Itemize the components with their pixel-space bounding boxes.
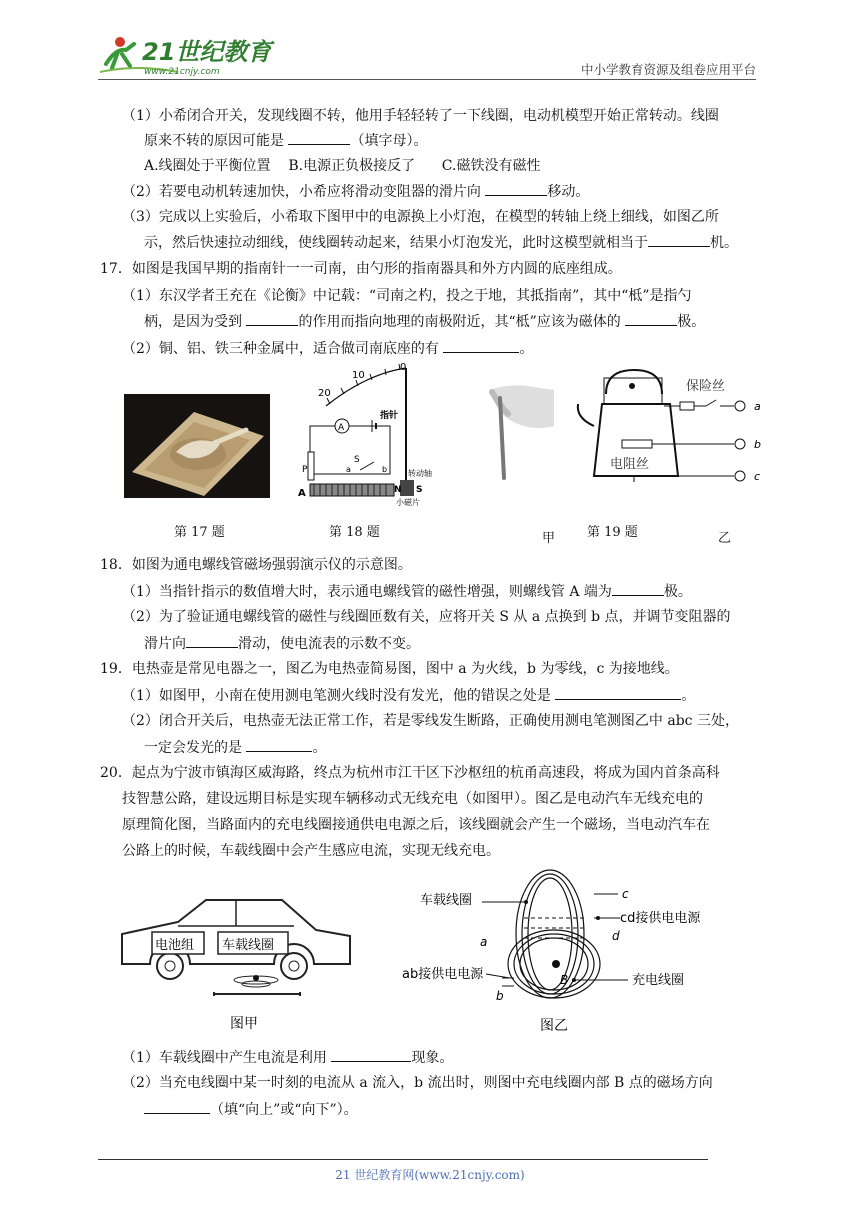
q16-part3-line2: 示，然后快速拉动细线，使线圈转动起来，结果小灯泡发光，此时这模型就相当于 机。 — [144, 232, 738, 253]
n-pole-label: N — [394, 485, 402, 495]
tester-hand-photo — [470, 380, 556, 484]
q17-part1-line1: （1）东汉学者王充在《论衡》中记载：“司南之杓，投之于地，其抵指南”，其中“柢”是指勺 — [122, 288, 692, 304]
q16-part2: （2）若要电动机转速加快，小希应将滑动变阻器的滑片向 移动。 — [122, 181, 589, 202]
wire-a-label: a — [754, 400, 761, 413]
wire-b-label-2: b — [496, 989, 504, 1003]
pointer-label: 指针 — [380, 411, 399, 421]
q20-stem-line2: 技智慧公路，建设远期目标是实现车辆移动式无线充电（如图甲）。图乙是电动汽车无线充电的 — [122, 791, 703, 807]
q18-part1: （1）当指针指示的数值增大时，表示通电螺线管的磁性增强，则螺线管 A 端为 极。 — [122, 581, 692, 602]
q20-stem-line1: 20．起点为宁波市镇海区威海路，终点为杭州市江干区下沙枢纽的杭甬高速段，将成为国内首条高科 — [100, 765, 720, 781]
car-diagram — [118, 870, 354, 1036]
q18-part2-line1: （2）为了验证通电螺线管的磁性与线圈匝数有关，应将开关 S 从 a 点换到 b 点，并调节变阻器的 — [122, 609, 731, 625]
q20-part1: （1）车载线圈中产生电流是利用 现象。 — [122, 1047, 453, 1068]
q16-part1-line2: 原来不转的原因可能是 （填字母）。 — [144, 130, 427, 151]
ab-source-label: ab接供电电源 — [402, 967, 484, 982]
battery-label: 电池组 — [155, 938, 195, 953]
switch-b-label: b — [382, 465, 388, 474]
kettle-circuit — [574, 364, 774, 488]
site-logo — [98, 34, 272, 80]
switch-a-label: a — [346, 465, 351, 474]
q18-stem: 18．如图为通电螺线管磁场强弱演示仪的示意图。 — [100, 557, 412, 573]
charge-coil-label: 充电线圈 — [632, 973, 685, 988]
q17-part1-line2: 柄，是因为受到 的作用而指向地理的南极附近，其“柢”应该为磁体的 极。 — [144, 311, 705, 332]
cd-source-label: cd接供电电源 — [620, 911, 701, 926]
resistor-label: 电阻丝 — [610, 457, 650, 472]
q18-part2-line2: 滑片向 滑动，使电流表的示数不变。 — [144, 633, 420, 654]
wireless-charge-diagram — [398, 868, 728, 1040]
q16-part3-line1: （3）完成以上实验后，小希取下图甲中的电源换上小灯泡，在模型的转轴上绕上细线，如图乙所 — [122, 209, 719, 225]
sinan-photo — [124, 394, 270, 498]
fig-jia-caption: 图甲 — [230, 1016, 258, 1032]
caption-q17: 第 17 题 — [174, 525, 225, 540]
scale-10-label: 10 — [352, 370, 365, 381]
fig-yi-car-coil-label: 车载线圈 — [420, 893, 473, 908]
slider-p-label: P — [302, 465, 308, 475]
q20-part2-line1: （2）当充电线圈中某一时刻的电流从 a 流入，b 流出时，则图中充电线圈内部 B 点的磁场方向 — [122, 1075, 713, 1091]
logo-text: 21世纪教育 — [142, 38, 272, 66]
q20-stem-line3: 原理简化图，当路面内的充电线圈接通供电电源之后，该线圈就会产生一个磁场，当电动汽车在 — [122, 817, 710, 833]
car-coil-label: 车载线圈 — [222, 938, 275, 953]
solenoid-diagram — [296, 360, 436, 506]
q20-stem-line4: 公路上的时候，车载线圈中会产生感应电流，实现无线充电。 — [122, 843, 500, 859]
wire-d-label: d — [612, 929, 620, 943]
caption-q18: 第 18 题 — [329, 525, 380, 540]
q20-part2-line2: （填“向上”或“向下”）。 — [144, 1099, 358, 1120]
q19-stem: 19．电热壶是常见电器之一，图乙为电热壶简易图，图中 a 为火线，b 为零线，c 为接地线。 — [100, 661, 679, 677]
q16-options: A.线圈处于平衡位置 B.电源正负极接反了 C.磁铁没有磁性 — [144, 158, 541, 174]
scale-20-label: 20 — [318, 388, 331, 399]
logo-url: www.21cnjy.com — [144, 67, 220, 77]
fuse-label: 保险丝 — [686, 379, 726, 394]
solenoid-a-label: A — [298, 488, 306, 499]
switch-label: S — [354, 455, 360, 465]
wire-a-label-2: a — [480, 935, 488, 949]
footer-divider — [98, 1159, 708, 1160]
scale-0-label: 0 — [400, 362, 407, 373]
ammeter-label: A — [338, 423, 345, 433]
point-b-label: B — [560, 973, 569, 987]
q16-part1-line1: （1）小希闭合开关，发现线圈不转，他用手轻轻转了一下线圈，电动机模型开始正常转动。线圈 — [122, 108, 719, 124]
wire-c-label-2: c — [622, 887, 629, 901]
q17-stem: 17．如图是我国早期的指南针一一司南，由勺形的指南器具和外方内圆的底座组成。 — [100, 261, 622, 277]
q17-part2: （2）铜、铝、铁三种金属中，适合做司南底座的有 。 — [122, 338, 533, 359]
q19-part2-line2: 一定会发光的是 。 — [144, 737, 326, 758]
header-divider — [98, 79, 756, 80]
platform-name: 中小学教育资源及组卷应用平台 — [580, 62, 756, 77]
fig19-jia-label: 甲 — [542, 531, 556, 546]
fig-yi-caption: 图乙 — [540, 1018, 568, 1034]
q19-part1: （1）如图甲，小南在使用测电笔测火线时没有发光，他的错误之处是 。 — [122, 685, 695, 706]
s-pole-label: S — [416, 485, 423, 495]
magnet-label: 小磁片 — [396, 498, 420, 507]
wire-c-label: c — [754, 470, 761, 483]
wire-b-label: b — [754, 438, 761, 451]
shaft-label: 转动轴 — [408, 469, 432, 478]
footer-text: 21 世纪教育网(www.21cnjy.com) — [335, 1168, 525, 1182]
q19-part2-line1: （2）闭合开关后，电热壶无法正常工作，若是零线发生断路，正确使用测电笔测图乙中 abc 三处， — [122, 713, 739, 729]
fig19-yi-label: 乙 — [718, 531, 732, 546]
caption-q19: 第 19 题 — [587, 525, 638, 540]
